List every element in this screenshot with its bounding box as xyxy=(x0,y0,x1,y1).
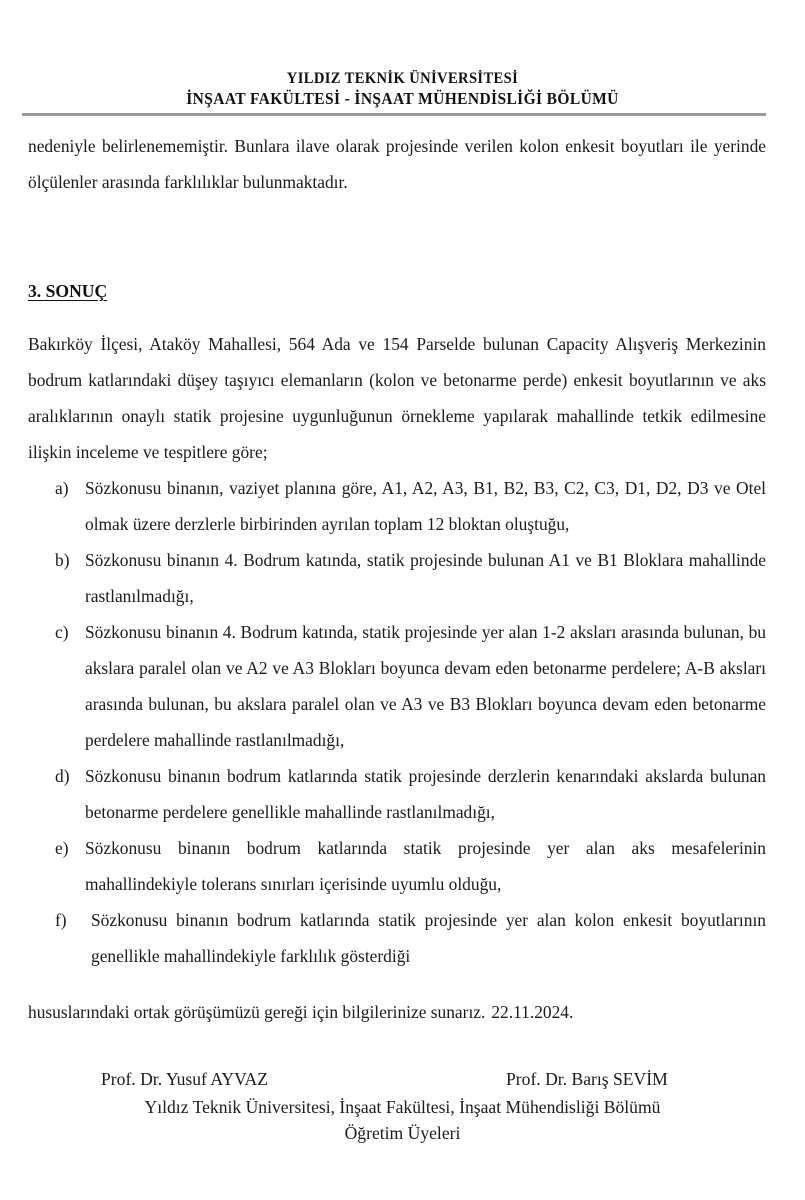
list-item-marker: f) xyxy=(55,910,67,930)
list-item xyxy=(28,758,766,830)
signatory-name-left: Prof. Dr. Yusuf AYVAZ xyxy=(101,1069,269,1089)
continued-paragraph: nedeniyle belirlenememiştir. Bunlara ilave olarak projesinde verilen kolon enkesit boyutları ile yerinde ölçülenler arasında farklılıklar bulunmaktadır. xyxy=(28,136,766,192)
document-body xyxy=(28,128,766,1030)
list-item-text: Sözkonusu binanın, vaziyet planına göre, A1, A2, A3, B1, B2, B3, C2, C3, D1, D2, D3 ve Otel olmak üzere derzlerle birbirinden ayrılan toplam 12 bloktan oluştuğu, xyxy=(85,478,766,534)
list-item xyxy=(28,470,766,542)
list-item-text: Sözkonusu binanın 4. Bodrum katında, statik projesinde bulunan A1 ve B1 Bloklara mahallinde rastlanılmadığı, xyxy=(85,550,766,606)
findings-list xyxy=(28,470,766,974)
spacer-after-section xyxy=(28,304,766,326)
list-item-marker: c) xyxy=(55,622,69,642)
list-item-text: Sözkonusu binanın bodrum katlarında statik projesinde yer alan aks mesafelerinin mahallindekiyle tolerans sınırları içerisinde uyumlu olduğu, xyxy=(85,838,766,894)
spacer-before-section xyxy=(28,200,766,278)
signature-block xyxy=(0,1065,805,1146)
list-item xyxy=(28,830,766,902)
list-item-text: Sözkonusu binanın bodrum katlarında statik projesinde derzlerin kenarındaki akslarda bulunan betonarme perdelere genellikle mahallinde rastlanılmadığı, xyxy=(85,766,766,822)
list-item-marker: e) xyxy=(55,838,69,858)
closing-text: hususlarındaki ortak görüşümüzü gereği için bilgilerinize sunarız. xyxy=(28,1002,486,1022)
faculty-department-name: İNŞAAT FAKÜLTESİ - İNŞAAT MÜHENDİSLİĞİ BÖLÜMÜ xyxy=(186,89,619,108)
spacer-before-closing xyxy=(28,974,766,994)
signatory-affiliation: Yıldız Teknik Üniversitesi, İnşaat Fakültesi, İnşaat Mühendisliği Bölümü xyxy=(144,1097,661,1117)
closing-paragraph xyxy=(28,994,766,1030)
closing-date: 22.11.2024. xyxy=(491,1002,574,1022)
list-item-marker: a) xyxy=(55,478,69,498)
list-item-marker: d) xyxy=(55,766,70,786)
list-item-text: Sözkonusu binanın bodrum katlarında statik projesinde yer alan kolon enkesit boyutlarının genellikle mahallindekiyle farklılık gösterdiği xyxy=(91,910,766,966)
list-item xyxy=(28,902,766,974)
list-item-text: Sözkonusu binanın 4. Bodrum katında, statik projesinde yer alan 1-2 aksları arasında bulunan, bu akslara paralel olan ve A2 ve A3 Blokları boyunca devam eden betonarme perdelere; A-B aksları arasında bulunan, bu akslara paralel olan ve A3 ve B3 Blokları boyunca devam eden betonarme perdelere mahallinde rastlanılmadığı, xyxy=(85,622,766,750)
intro-paragraph: Bakırköy İlçesi, Ataköy Mahallesi, 564 Ada ve 154 Parselde bulunan Capacity Alışveriş Merkezinin bodrum katlarındaki düşey taşıyıcı elemanların (kolon ve betonarme perde) enkesit boyutlarının ve aks aralıklarının onaylı statik projesine uygunluğunun örnekleme yapılarak mahallinde tetkik edilmesine ilişkin inceleme ve tespitlere göre; xyxy=(28,334,766,462)
list-item-marker: b) xyxy=(55,550,70,570)
section-heading xyxy=(28,278,766,304)
university-name: YILDIZ TEKNİK ÜNİVERSİTESİ xyxy=(286,70,519,87)
section-heading-text: 3. SONUÇ xyxy=(28,281,108,301)
list-item xyxy=(28,542,766,614)
document-header xyxy=(0,70,805,109)
signatory-name-right: Prof. Dr. Barış SEVİM xyxy=(506,1069,668,1089)
list-item xyxy=(28,614,766,758)
signatory-role: Öğretim Üyeleri xyxy=(344,1123,461,1143)
header-divider xyxy=(22,113,766,116)
signature-names-row xyxy=(0,1065,805,1093)
